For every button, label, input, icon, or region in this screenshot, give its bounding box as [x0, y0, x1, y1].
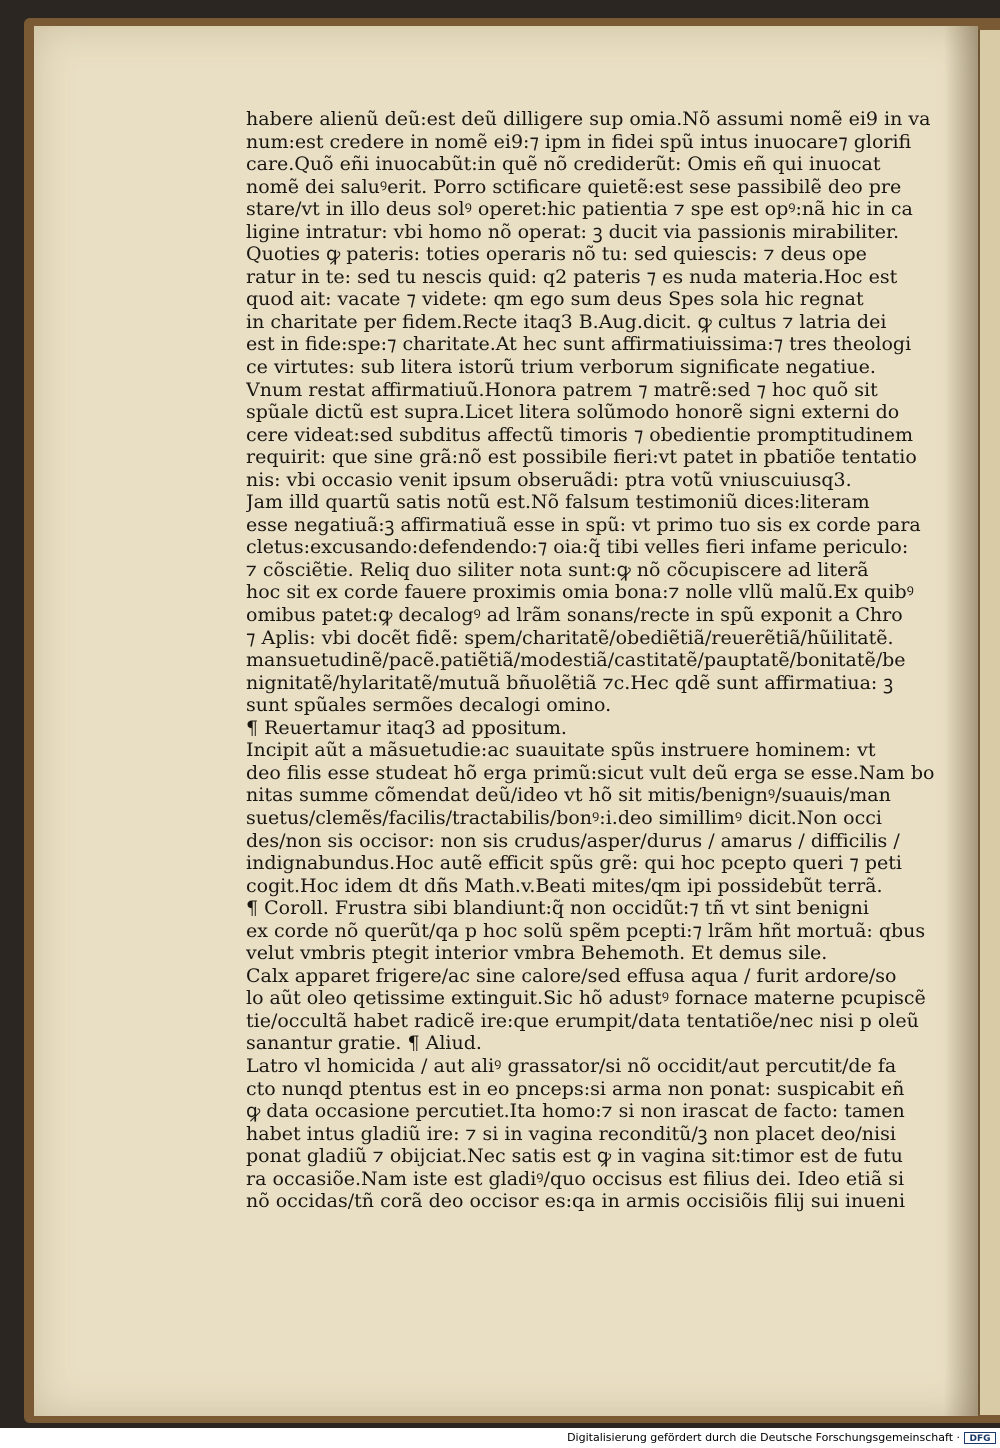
text-line: quod ait: vacate ⁊ videte: qm ego sum deus Spes sola hic regnat — [246, 288, 864, 311]
printed-text-block — [246, 108, 960, 1213]
text-line: sanantur gratie. ¶ Aliud. — [246, 1032, 482, 1055]
text-line: sunt spũales sermões decalogi omino. — [246, 694, 612, 717]
text-line: cogit.Hoc idem dt dñs Math.v.Beati mites/qm ipi possidebũt terrã. — [246, 874, 883, 897]
text-line: habet intus gladiũ ire: ⁊ si in vagina reconditũ/ꝫ non placet deo/nisi — [246, 1122, 896, 1145]
facing-leaf-edge — [978, 30, 1000, 1415]
text-line: indignabundus.Hoc autẽ efficit spũs grẽ: qui hoc pcepto queri ⁊ peti — [246, 852, 903, 875]
text-line: hoc sit ex corde fauere proximis omia bona:⁊ nolle vllũ malũ.Ex quibꝰ — [246, 581, 914, 604]
text-line: cere videat:sed subditus affectũ timoris ⁊ obedientie promptitudinem — [246, 423, 914, 446]
text-line: nõ occidas/tñ corã deo occisor es:qa in armis occisiõis filij sui inueni — [246, 1190, 906, 1213]
text-line: Jam illd quartũ satis notũ est.Nõ falsum testimoniũ dices:literam — [246, 491, 870, 514]
footer-bar — [0, 1428, 1000, 1448]
text-line: nis: vbi occasio venit ipsum obseruãdi: ptra votũ vniuscuiusq3. — [246, 468, 852, 491]
text-line: num:est credere in nomẽ ei9:⁊ ipm in fidei spũ intus inuocare⁊ glorifi — [246, 130, 912, 153]
text-line: suetus/clemẽs/facilis/tractabilis/bonꝰ:i.deo simillimꝰ dicit.Non occi — [246, 806, 882, 829]
text-line: nignitatẽ/hylaritatẽ/mutuã bñuolẽtiã ⁊c.Hec qdẽ sunt affirmatiua: ꝫ — [246, 671, 894, 694]
text-line: ¶ Reuertamur itaq3 ad ppositum. — [246, 716, 567, 739]
text-line: cletus:excusando:defendendo:⁊ oia:q̃ tibi velles fieri infame periculo: — [246, 536, 909, 559]
text-line: tie/occultã habet radicẽ ire:que erumpit/data tentatiõe/nec nisi p oleũ — [246, 1009, 919, 1032]
text-line: ratur in te: sed tu nescis quid: q2 pateris ⁊ es nuda materia.Hoc est — [246, 265, 898, 288]
text-line: Vnum restat affirmatiuũ.Honora patrem ⁊ matrẽ:sed ⁊ hoc quõ sit — [246, 378, 878, 401]
text-line: in charitate per fidem.Recte itaq3 B.Aug.dicit. ꝙ cultus ⁊ latria dei — [246, 310, 887, 333]
text-line: esse negatiuã:ꝫ affirmatiuã esse in spũ: vt primo tuo sis ex corde para — [246, 513, 921, 536]
text-line: Incipit aũt a mãsuetudie:ac suauitate spũs instruere hominem: vt — [246, 739, 876, 762]
text-line: habere alienũ deũ:est deũ dilligere sup omia.Nõ assumi nomẽ ei9 in va — [246, 108, 931, 130]
text-line: ponat gladiũ ⁊ obijciat.Nec satis est ꝙ in vagina sit:timor est de futu — [246, 1145, 903, 1168]
text-line: des/non sis occisor: non sis crudus/asper/durus / amarus / difficilis / — [246, 829, 900, 852]
text-line: care.Quõ eñi inuocabũt:in quẽ nõ crediderũt: Omis eñ qui inuocat — [246, 153, 881, 176]
text-line: deo filis esse studeat hõ erga primũ:sicut vult deũ erga se esse.Nam bo — [246, 761, 935, 784]
text-line: Latro vl homicida / aut aliꝰ grassator/si nõ occidit/aut percutit/de fa — [246, 1054, 897, 1077]
text-line: spũale dictũ est supra.Licet litera solũmodo honorẽ signi externi do — [246, 401, 900, 424]
text-line: ex corde nõ querũt/qa p hoc solũ spẽm pcepti:⁊ lrãm hñt mortuã: qbus — [246, 919, 926, 942]
text-line: stare/vt in illo deus solꝰ operet:hic patientia ⁊ spe est opꝰ:nã hic in ca — [246, 198, 913, 221]
text-line: ¶ Coroll. Frustra sibi blandiunt:q̃ non occidũt:⁊ tñ vt sint benigni — [246, 897, 869, 920]
text-line: Quoties ꝙ pateris: toties operaris nõ tu: sed quiescis: ⁊ deus ope — [246, 243, 867, 266]
text-line: nitas summe cõmendat deũ/ideo vt hõ sit mitis/benignꝰ/suauis/man — [246, 784, 891, 807]
text-line: est in fide:spe:⁊ charitate.At hec sunt affirmatiuissima:⁊ tres theologi — [246, 333, 912, 356]
text-line: omibus patet:ꝙ decalogꝰ ad lrãm sonans/recte in spũ exponit a Chro — [246, 604, 903, 627]
dfg-logo: DFG — [964, 1432, 996, 1444]
text-line: velut vmbris ptegit interior vmbra Behemoth. Et demus sile. — [246, 942, 828, 965]
text-line: requirit: que sine grã:nõ est possibile fieri:vt patet in pbatiõe tentatio — [246, 446, 917, 469]
text-line: ce virtutes: sub litera istorũ trium verborum significate negatiue. — [246, 356, 876, 379]
funding-credit: Digitalisierung gefördert durch die Deutsche Forschungsgemeinschaft · — [567, 1431, 960, 1444]
text-line: ra occasiõe.Nam iste est gladiꝰ/quo occisus est filius dei. Ideo etiã si — [246, 1167, 905, 1190]
text-line: ⁊ cõsciẽtie. Reliq duo siliter nota sunt:ꝙ nõ cõcupiscere ad literã — [246, 558, 869, 581]
text-line: cto nunqd ptentus est in eo pnceps:si arma non ponat: suspicabit eñ — [246, 1077, 905, 1100]
text-line: ꝙ data occasione percutiet.Ita homo:⁊ si non irascat de facto: tamen — [246, 1100, 905, 1123]
text-line: mansuetudinẽ/pacẽ.patiẽtiã/modestiã/castitatẽ/pauptatẽ/bonitatẽ/be — [246, 649, 906, 672]
text-line: nomẽ dei saluꝰerit. Porro sctificare quietẽ:est sese passibilẽ deo pre — [246, 175, 902, 198]
text-line: lo aũt oleo qetissime extinguit.Sic hõ adustꝰ fornace materne pcupiscẽ — [246, 987, 926, 1010]
text-line: Calx apparet frigere/ac sine calore/sed effusa aqua / furit ardore/so — [246, 964, 897, 987]
text-line: ⁊ Aplis: vbi docẽt fidẽ: spem/charitatẽ/obediẽtiã/reuerẽtiã/hũilitatẽ. — [246, 626, 894, 649]
text-line: ligine intratur: vbi homo nõ operat: ꝫ ducit via passionis mirabiliter. — [246, 220, 900, 243]
